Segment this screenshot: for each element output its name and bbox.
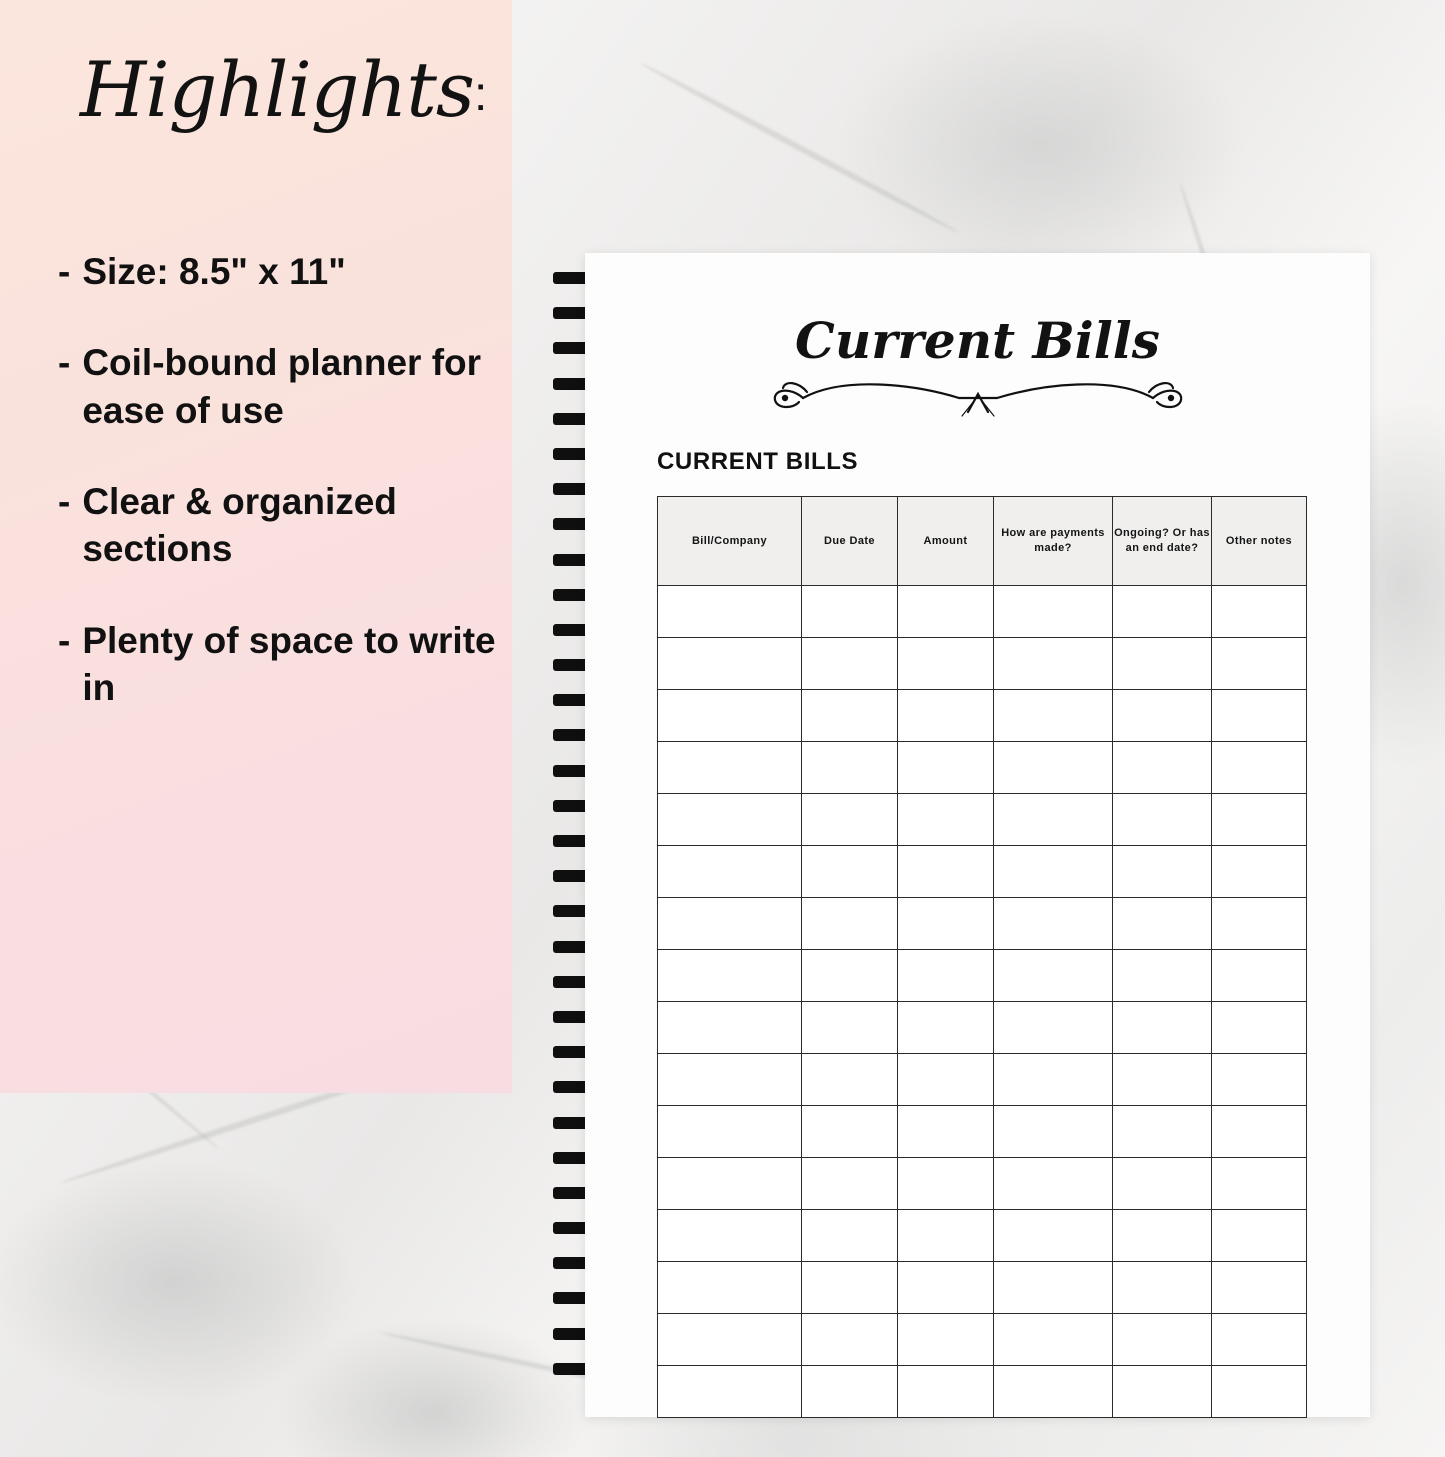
table-cell[interactable]	[1113, 586, 1212, 638]
column-header-amount: Amount	[898, 497, 994, 586]
table-cell[interactable]	[898, 898, 994, 950]
table-cell[interactable]	[898, 1106, 994, 1158]
table-cell[interactable]	[1212, 1314, 1307, 1366]
table-cell[interactable]	[1212, 1002, 1307, 1054]
table-cell[interactable]	[1113, 1210, 1212, 1262]
table-cell[interactable]	[1212, 1366, 1307, 1418]
table-cell[interactable]	[898, 690, 994, 742]
bullet-text: Size: 8.5" x 11"	[82, 251, 346, 292]
table-row	[658, 950, 1307, 1002]
table-cell[interactable]	[1113, 794, 1212, 846]
table-cell[interactable]	[1212, 1106, 1307, 1158]
bullet-dash: -	[58, 481, 71, 523]
table-cell[interactable]	[802, 1262, 898, 1314]
table-cell[interactable]	[802, 794, 898, 846]
marble-vein	[639, 60, 960, 234]
table-cell[interactable]	[802, 690, 898, 742]
table-cell[interactable]	[1212, 1210, 1307, 1262]
highlights-title	[80, 45, 487, 134]
table-cell[interactable]	[802, 1054, 898, 1106]
table-cell[interactable]	[898, 846, 994, 898]
table-cell[interactable]	[898, 1314, 994, 1366]
table-cell[interactable]	[1212, 1262, 1307, 1314]
table-cell[interactable]	[898, 742, 994, 794]
table-cell[interactable]	[1113, 950, 1212, 1002]
table-cell[interactable]	[802, 898, 898, 950]
table-cell[interactable]	[1212, 690, 1307, 742]
table-row	[658, 1054, 1307, 1106]
table-row	[658, 1210, 1307, 1262]
table-cell[interactable]	[1113, 1106, 1212, 1158]
table-cell[interactable]	[658, 950, 802, 1002]
table-cell[interactable]	[658, 742, 802, 794]
table-cell[interactable]	[1212, 794, 1307, 846]
table-cell[interactable]	[994, 898, 1113, 950]
table-cell[interactable]	[1113, 846, 1212, 898]
column-header-ongoing-or-end-date: Ongoing? Or has an end date?	[1113, 497, 1212, 586]
table-cell[interactable]	[994, 846, 1113, 898]
table-cell[interactable]	[658, 1314, 802, 1366]
table-cell[interactable]	[658, 846, 802, 898]
table-row	[658, 846, 1307, 898]
table-cell[interactable]	[1212, 742, 1307, 794]
table-cell[interactable]	[802, 1158, 898, 1210]
table-cell[interactable]	[658, 1366, 802, 1418]
table-cell[interactable]	[802, 1366, 898, 1418]
table-cell[interactable]	[1212, 1158, 1307, 1210]
column-header-due-date: Due Date	[802, 497, 898, 586]
section-label: CURRENT BILLS	[657, 448, 859, 475]
table-cell[interactable]	[1113, 1002, 1212, 1054]
table-row	[658, 586, 1307, 638]
table-row	[658, 794, 1307, 846]
table-cell[interactable]	[994, 1210, 1113, 1262]
table-cell[interactable]	[898, 1210, 994, 1262]
table-cell[interactable]	[658, 794, 802, 846]
table-cell[interactable]	[898, 1158, 994, 1210]
table-cell[interactable]	[994, 1054, 1113, 1106]
table-cell[interactable]	[898, 1002, 994, 1054]
list-item	[58, 248, 498, 295]
table-cell[interactable]	[1212, 950, 1307, 1002]
table-cell[interactable]	[898, 1262, 994, 1314]
table-row	[658, 638, 1307, 690]
table-cell[interactable]	[658, 1158, 802, 1210]
table-cell[interactable]	[802, 846, 898, 898]
highlights-title-colon: :	[473, 68, 487, 121]
table-cell[interactable]	[994, 1106, 1113, 1158]
highlights-title-text: Highlights	[80, 45, 474, 134]
table-row	[658, 1314, 1307, 1366]
column-header-how-payments-made: How are payments made?	[994, 497, 1113, 586]
table-cell[interactable]	[994, 1262, 1113, 1314]
page-title: Current Bills	[795, 311, 1160, 370]
table-cell[interactable]	[802, 1002, 898, 1054]
table-cell[interactable]	[1113, 1054, 1212, 1106]
table-cell[interactable]	[994, 950, 1113, 1002]
table-cell[interactable]	[802, 1210, 898, 1262]
table-cell[interactable]	[1212, 638, 1307, 690]
bullet-dash: -	[58, 342, 71, 384]
table-row	[658, 690, 1307, 742]
table-cell[interactable]	[1113, 1314, 1212, 1366]
table-cell[interactable]	[994, 1158, 1113, 1210]
table-cell[interactable]	[1113, 1366, 1212, 1418]
table-cell[interactable]	[898, 950, 994, 1002]
table-cell[interactable]	[1212, 1054, 1307, 1106]
table-cell[interactable]	[658, 1262, 802, 1314]
bullet-text: Coil-bound planner for ease of use	[82, 342, 482, 431]
flourish-divider-icon	[585, 372, 1370, 426]
table-row	[658, 1262, 1307, 1314]
table-header-row	[658, 497, 1307, 586]
table-cell[interactable]	[994, 586, 1113, 638]
table-row	[658, 742, 1307, 794]
table-body	[658, 586, 1307, 1418]
list-item	[58, 478, 498, 573]
table-cell[interactable]	[658, 1210, 802, 1262]
table-cell[interactable]	[658, 898, 802, 950]
table-cell[interactable]	[658, 1054, 802, 1106]
table-row	[658, 898, 1307, 950]
table-cell[interactable]	[1212, 846, 1307, 898]
table-cell[interactable]	[802, 638, 898, 690]
table-row	[658, 1366, 1307, 1418]
table-cell[interactable]	[658, 1002, 802, 1054]
table-cell[interactable]	[994, 794, 1113, 846]
table-cell[interactable]	[1113, 638, 1212, 690]
bullet-dash: -	[58, 251, 71, 292]
table-cell[interactable]	[802, 1314, 898, 1366]
bullet-text: Clear & organized sections	[82, 481, 397, 570]
table-cell[interactable]	[1113, 898, 1212, 950]
planner-page	[585, 253, 1370, 1417]
column-header-other-notes: Other notes	[1212, 497, 1307, 586]
table-row	[658, 1106, 1307, 1158]
list-item	[58, 339, 498, 434]
table-cell[interactable]	[658, 586, 802, 638]
table-cell[interactable]	[1113, 1262, 1212, 1314]
table-cell[interactable]	[1113, 1158, 1212, 1210]
table-cell[interactable]	[994, 638, 1113, 690]
table-cell[interactable]	[658, 638, 802, 690]
table-cell[interactable]	[1113, 742, 1212, 794]
highlights-bullet-list	[58, 248, 498, 756]
table-cell[interactable]	[1113, 690, 1212, 742]
table-cell[interactable]	[898, 1054, 994, 1106]
table-row	[658, 1002, 1307, 1054]
table-cell[interactable]	[898, 638, 994, 690]
list-item	[58, 617, 498, 712]
current-bills-table	[657, 496, 1307, 1418]
table-cell[interactable]	[994, 690, 1113, 742]
highlights-panel	[0, 0, 512, 1093]
table-cell[interactable]	[898, 794, 994, 846]
table-cell[interactable]	[898, 1366, 994, 1418]
table-row	[658, 1158, 1307, 1210]
table-cell[interactable]	[802, 1106, 898, 1158]
column-header-bill-company: Bill/Company	[658, 497, 802, 586]
table-cell[interactable]	[994, 1366, 1113, 1418]
table-cell[interactable]	[802, 950, 898, 1002]
table-cell[interactable]	[994, 742, 1113, 794]
table-cell[interactable]	[802, 742, 898, 794]
table-cell[interactable]	[1212, 898, 1307, 950]
table-cell[interactable]	[658, 690, 802, 742]
table-cell[interactable]	[658, 1106, 802, 1158]
table-cell[interactable]	[994, 1002, 1113, 1054]
bullet-text: Plenty of space to write in	[82, 619, 496, 709]
page-header	[585, 311, 1370, 426]
bullet-dash: -	[58, 619, 71, 661]
table-cell[interactable]	[898, 586, 994, 638]
table-cell[interactable]	[994, 1314, 1113, 1366]
table-cell[interactable]	[802, 586, 898, 638]
table-cell[interactable]	[1212, 586, 1307, 638]
